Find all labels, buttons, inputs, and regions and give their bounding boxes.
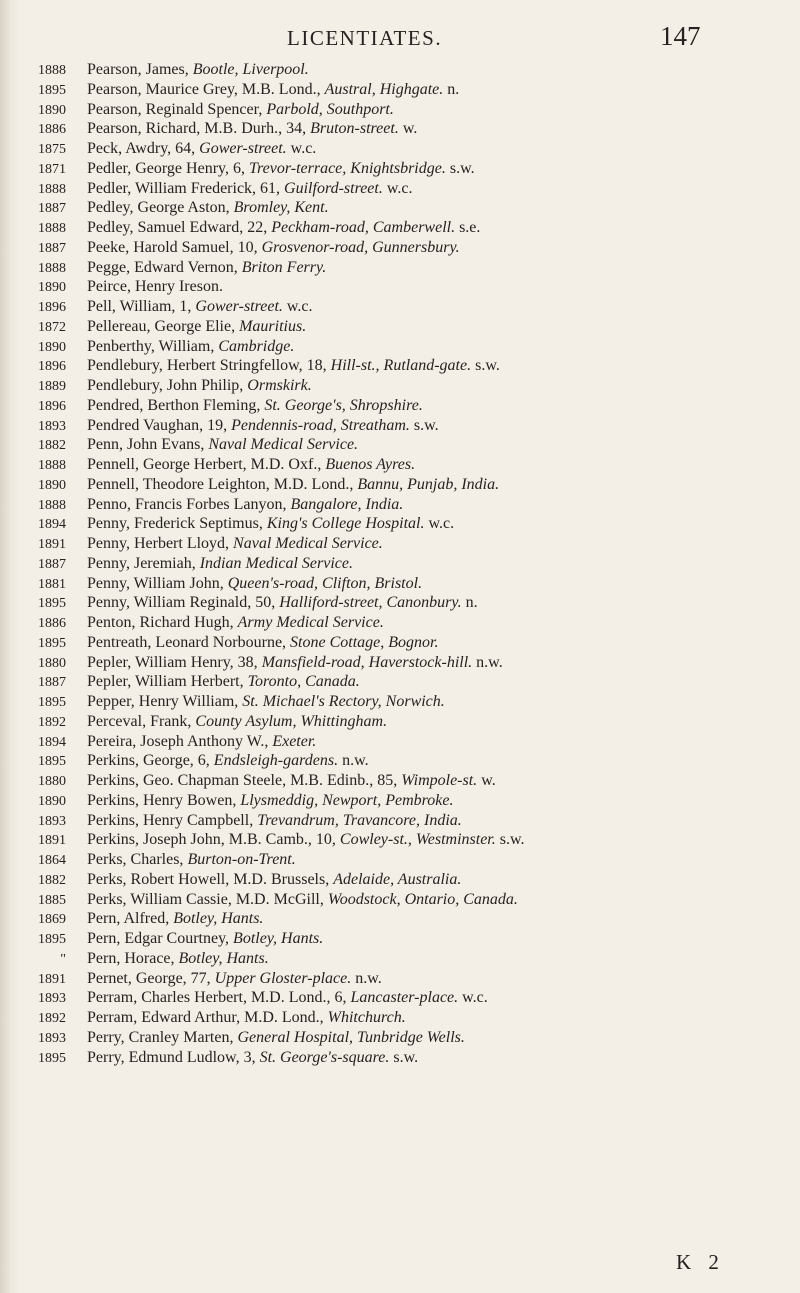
entry-address: St. George's, Shropshire. — [264, 396, 423, 414]
entry-text — [87, 910, 263, 928]
list-item — [0, 634, 800, 654]
entry-address: Hill-st., Rutland-gate. — [330, 357, 472, 375]
entry-year: 1894 — [38, 517, 66, 533]
entry-name: Pegge, Edward Vernon, — [87, 258, 242, 276]
entry-district: s.w. — [449, 159, 475, 177]
entry-year: 1888 — [38, 181, 66, 197]
entry-address: Bootle, Liverpool. — [192, 61, 309, 78]
list-item — [0, 575, 800, 595]
list-item — [0, 81, 800, 101]
list-item — [0, 140, 800, 160]
list-item — [0, 61, 800, 81]
entry-text — [87, 535, 383, 553]
entry-address: Queen's-road, Clifton, Bristol. — [227, 574, 423, 592]
list-item — [0, 812, 800, 832]
entry-year: 1893 — [38, 813, 66, 829]
entry-text — [87, 1029, 465, 1047]
list-item — [0, 654, 800, 674]
entry-address: Gower-street. — [199, 140, 287, 157]
entry-name: Pepper, Henry William, — [87, 693, 243, 710]
entry-text — [87, 101, 394, 119]
entry-text — [87, 397, 423, 415]
entry-address: Llysmeddig, Newport, Pembroke. — [240, 791, 454, 809]
entry-year: 1896 — [38, 300, 66, 315]
entry-name: Penny, Herbert Lloyd, — [87, 535, 234, 552]
entry-year: 1893 — [38, 418, 66, 434]
entry-name: Penny, Frederick Septimus, — [87, 515, 267, 533]
entry-name: Pepler, William Henry, 38, — [87, 653, 262, 671]
entry-name: Perry, Cranley Marten, — [87, 1028, 238, 1046]
entry-address: Parbold, Southport. — [266, 100, 394, 118]
entry-year: 1888 — [38, 458, 66, 473]
entry-text — [87, 357, 500, 375]
list-item — [0, 219, 800, 239]
entry-year: 1885 — [38, 892, 66, 908]
list-item — [0, 614, 800, 634]
list-item — [0, 891, 800, 911]
entry-district: s.w. — [475, 357, 500, 375]
entry-year: 1882 — [38, 438, 66, 454]
list-item — [0, 476, 800, 496]
running-title: LICENTIATES. — [287, 26, 443, 50]
entry-district: w.c. — [386, 179, 413, 197]
entry-name: Pedler, George Henry, 6, — [87, 159, 249, 177]
entry-name: Pendlebury, Herbert Stringfellow, 18, — [87, 357, 331, 375]
entry-text — [87, 654, 503, 672]
entry-address: Naval Medical Service. — [233, 535, 383, 552]
entry-text — [87, 318, 306, 336]
entry-address: Briton Ferry. — [241, 258, 327, 276]
entry-text — [87, 871, 461, 889]
entry-year: 1895 — [38, 932, 66, 947]
list-item — [0, 871, 800, 891]
entry-year: 1871 — [38, 161, 66, 177]
entry-name: Perkins, Joseph John, M.B. Camb., 10, — [87, 831, 340, 849]
entry-year: 1887 — [38, 675, 66, 691]
entry-name: Pern, Alfred, — [87, 910, 174, 928]
entry-name: Perram, Edward Arthur, M.D. Lond., — [87, 1009, 328, 1026]
entry-name: Penny, Jeremiah, — [87, 554, 200, 572]
list-item — [0, 101, 800, 121]
entry-year: 1888 — [38, 260, 66, 276]
entry-name: Pearson, Reginald Spencer, — [87, 100, 267, 118]
entry-text — [87, 496, 403, 514]
entry-text — [87, 436, 358, 454]
list-item — [0, 318, 800, 338]
entry-text — [87, 792, 453, 810]
entry-text — [87, 555, 353, 573]
entry-year: 1894 — [38, 734, 66, 750]
list-item — [0, 673, 800, 693]
entry-name: Perry, Edmund Ludlow, 3, — [87, 1048, 260, 1066]
entry-district: w.c. — [462, 989, 488, 1007]
entry-year: 1892 — [38, 714, 66, 730]
entry-name: Penny, William John, — [87, 574, 228, 592]
entry-name: Pell, William, 1, — [87, 298, 196, 315]
entry-name: Perkins, Henry Bowen, — [87, 791, 241, 809]
entry-name: Pendred, Berthon Fleming, — [87, 396, 265, 414]
entry-address: Buenos Ayres. — [325, 456, 416, 473]
list-item — [0, 950, 800, 970]
entry-name: Pedley, Samuel Edward, 22, — [87, 219, 272, 236]
list-item — [0, 555, 800, 575]
list-item — [0, 989, 800, 1009]
entry-year: 1895 — [38, 635, 66, 651]
entry-address: Whitchurch. — [327, 1009, 406, 1026]
list-item — [0, 851, 800, 871]
entry-address: Bangalore, India. — [290, 495, 404, 513]
entry-district: w.c. — [428, 515, 455, 533]
entry-text — [87, 219, 480, 237]
entry-year: 1891 — [38, 537, 66, 552]
entry-text — [87, 594, 478, 612]
entry-text — [87, 160, 475, 178]
entry-text — [87, 199, 329, 217]
entry-text — [87, 950, 269, 968]
list-item — [0, 456, 800, 476]
entry-name: Penton, Richard Hugh, — [87, 614, 238, 631]
entry-district: s.w. — [393, 1048, 419, 1066]
list-item — [0, 713, 800, 733]
entry-name: Pellereau, George Elie, — [87, 317, 240, 335]
entry-name: Perkins, Geo. Chapman Steele, M.B. Edinb., 85, — [87, 772, 402, 789]
entry-name: Penn, John Evans, — [87, 436, 209, 454]
entry-text — [87, 377, 312, 395]
entry-address: Endsleigh-gardens. — [213, 752, 339, 770]
entry-text — [87, 851, 296, 869]
list-item — [0, 496, 800, 516]
entry-text — [87, 614, 384, 632]
entry-year: 1882 — [38, 872, 66, 888]
list-item — [0, 792, 800, 812]
entry-text — [87, 1009, 406, 1027]
entry-address: Wimpole-st. — [401, 772, 478, 789]
entry-text — [87, 180, 412, 198]
entry-name: Pedler, William Frederick, 61, — [87, 179, 285, 197]
entry-district: n. — [465, 594, 478, 612]
entry-name: Pepler, William Herbert, — [87, 673, 248, 691]
list-item — [0, 930, 800, 950]
entry-year: 1888 — [38, 497, 66, 513]
signature-mark: K 2 — [676, 1250, 725, 1274]
list-item — [0, 752, 800, 772]
entry-text — [87, 476, 499, 494]
entry-address: Bruton-street. — [310, 120, 399, 138]
list-item — [0, 338, 800, 358]
list-item — [0, 239, 800, 259]
entry-year: 1889 — [38, 379, 66, 394]
list-item — [0, 397, 800, 417]
entry-name: Peirce, Henry Ireson. — [87, 278, 223, 296]
entry-year: 1895 — [38, 754, 66, 770]
entry-address: Botley, Hants. — [233, 930, 324, 947]
entry-name: Penno, Francis Forbes Lanyon, — [87, 495, 291, 513]
entry-year: 1892 — [38, 1011, 66, 1026]
entry-year: 1875 — [38, 142, 66, 157]
entry-address: St. George's-square. — [259, 1048, 390, 1066]
page-header — [0, 18, 800, 58]
entry-text — [87, 140, 316, 158]
entry-address: Cambridge. — [218, 337, 295, 355]
entry-name: Perceval, Frank, — [87, 712, 196, 730]
entry-year: 1869 — [38, 912, 66, 928]
list-item — [0, 772, 800, 792]
entry-text — [87, 831, 525, 849]
entry-year: 1886 — [38, 616, 66, 631]
entry-year: 1888 — [38, 63, 66, 78]
entry-name: Pendlebury, John Philip, — [87, 377, 248, 394]
entry-text — [87, 772, 496, 790]
entry-address: Trevor-terrace, Knightsbridge. — [248, 159, 446, 177]
entry-name: Pearson, Maurice Grey, M.B. Lond., — [87, 80, 325, 98]
entry-text — [87, 752, 369, 770]
entry-address: King's College Hospital. — [266, 515, 425, 533]
entry-address: Burton-on-Trent. — [187, 851, 296, 868]
entry-address: St. Michael's Rectory, Norwich. — [242, 693, 445, 710]
entry-district: n.w. — [476, 653, 503, 671]
entry-address: Gower-street. — [195, 298, 283, 315]
list-item — [0, 160, 800, 180]
entry-year: 1890 — [38, 339, 66, 355]
entry-text — [87, 634, 438, 652]
entry-year: 1890 — [38, 280, 66, 296]
entry-district: w.c. — [290, 140, 317, 157]
entry-text — [87, 338, 294, 356]
list-item — [0, 1009, 800, 1029]
list-item — [0, 594, 800, 614]
entry-text — [87, 891, 518, 909]
entry-text — [87, 1049, 418, 1067]
entry-name: Pendred Vaughan, 19, — [87, 416, 232, 434]
entry-text — [87, 733, 316, 751]
entry-name: Pentreath, Leonard Norbourne, — [87, 633, 291, 651]
entry-name: Pennell, George Herbert, M.D. Oxf., — [87, 456, 326, 473]
entry-address: Mansfield-road, Haverstock-hill. — [261, 653, 473, 671]
list-item — [0, 1049, 800, 1069]
entry-district: w.c. — [286, 298, 313, 315]
list-item — [0, 259, 800, 279]
entry-name: Pedley, George Aston, — [87, 199, 234, 217]
entry-name: Peeke, Harold Samuel, 10, — [87, 238, 262, 256]
entry-name: Pern, Edgar Courtney, — [87, 930, 234, 947]
entry-text — [87, 61, 309, 79]
entry-address: Ormskirk. — [247, 377, 312, 394]
entry-text — [87, 970, 382, 988]
entry-text — [87, 930, 323, 948]
entry-address: Stone Cottage, Bognor. — [290, 633, 439, 651]
list-item — [0, 436, 800, 456]
entry-year: 1891 — [38, 971, 66, 987]
entry-address: Exeter. — [272, 732, 317, 750]
entry-district: n. — [447, 80, 460, 98]
entry-address: Austral, Highgate. — [324, 80, 444, 98]
entry-district: n.w. — [342, 752, 369, 770]
entry-year: 1890 — [38, 793, 66, 809]
list-item — [0, 180, 800, 200]
entry-address: Bannu, Punjab, India. — [357, 475, 500, 493]
entry-text — [87, 693, 445, 711]
entry-name: Pereira, Joseph Anthony W., — [87, 732, 273, 750]
entry-year: 1893 — [38, 1030, 66, 1046]
list-item — [0, 417, 800, 437]
entry-text — [87, 417, 439, 435]
entry-address: General Hospital, Tunbridge Wells. — [237, 1028, 465, 1046]
entry-address: Guilford-street. — [284, 179, 383, 197]
entry-text — [87, 812, 462, 830]
entry-text — [87, 575, 422, 593]
entry-year: 1880 — [38, 774, 66, 789]
entry-name: Pearson, James, — [87, 61, 193, 78]
entry-year: 1881 — [38, 576, 66, 592]
entry-address: Adelaide, Australia. — [333, 870, 462, 888]
entry-address: Indian Medical Service. — [199, 554, 353, 572]
entry-year: 1896 — [38, 398, 66, 414]
entry-text — [87, 278, 223, 296]
entry-name: Perkins, Henry Campbell, — [87, 811, 258, 829]
entry-year: 1887 — [38, 240, 66, 256]
list-item — [0, 357, 800, 377]
entry-year: 1887 — [38, 201, 66, 217]
entry-year: 1872 — [38, 319, 66, 335]
entry-address: Upper Gloster-place. — [214, 969, 352, 987]
list-item — [0, 298, 800, 318]
entry-name: Perks, Robert Howell, M.D. Brussels, — [87, 870, 334, 888]
entry-address: Naval Medical Service. — [208, 436, 359, 454]
entry-address: Botley, Hants. — [173, 910, 264, 928]
entry-district: s.w. — [413, 416, 439, 434]
entry-district: s.e. — [459, 219, 481, 236]
entry-address: Lancaster-place. — [350, 989, 459, 1007]
list-item — [0, 199, 800, 219]
entry-address: Bromley, Kent. — [233, 199, 329, 217]
entry-year: 1895 — [38, 695, 66, 710]
entry-name: Penberthy, William, — [87, 337, 219, 355]
entry-year: 1887 — [38, 556, 66, 572]
list-item — [0, 120, 800, 140]
entry-address: Toronto, Canada. — [247, 673, 360, 691]
entry-name: Peck, Awdry, 64, — [87, 140, 200, 157]
page-number: 147 — [660, 21, 701, 51]
licentiates-list — [0, 61, 800, 1068]
entry-name: Perks, William Cassie, M.D. McGill, — [87, 890, 328, 908]
entry-address: Peckham-road, Camberwell. — [271, 219, 456, 236]
entry-year: " — [60, 951, 66, 967]
entry-address: Cowley-st., Westminster. — [339, 831, 496, 849]
entry-year: 1864 — [38, 853, 66, 868]
list-item — [0, 535, 800, 555]
entry-text — [87, 239, 460, 257]
entry-year: 1891 — [38, 833, 66, 849]
list-item — [0, 831, 800, 851]
entry-name: Perram, Charles Herbert, M.D. Lond., 6, — [87, 989, 351, 1007]
list-item — [0, 377, 800, 397]
entry-address: Mauritius. — [239, 317, 307, 335]
entry-text — [87, 259, 326, 277]
entry-text — [87, 456, 415, 474]
list-item — [0, 1029, 800, 1049]
entry-address: Grosvenor-road, Gunnersbury. — [261, 238, 460, 256]
entry-district: s.w. — [499, 831, 525, 849]
entry-name: Perks, Charles, — [87, 851, 188, 868]
entry-year: 1880 — [38, 655, 66, 671]
entry-year: 1895 — [38, 596, 66, 612]
entry-address: Botley, Hants. — [178, 949, 269, 967]
list-item — [0, 515, 800, 535]
entry-name: Pernet, George, 77, — [87, 969, 215, 987]
entry-text — [87, 673, 360, 691]
list-item — [0, 910, 800, 930]
entry-district: n.w. — [355, 969, 382, 987]
entry-text — [87, 989, 488, 1007]
list-item — [0, 733, 800, 753]
entry-address: Woodstock, Ontario, Canada. — [327, 890, 518, 908]
entry-year: 1893 — [38, 991, 66, 1007]
list-item — [0, 278, 800, 298]
entry-address: Halliford-street, Canonbury. — [279, 594, 462, 612]
entry-text — [87, 120, 417, 138]
entry-year: 1896 — [38, 359, 66, 375]
entry-name: Pern, Horace, — [87, 949, 179, 967]
entry-year: 1895 — [38, 1050, 66, 1066]
entry-name: Pennell, Theodore Leighton, M.D. Lond., — [87, 475, 358, 493]
entry-name: Pearson, Richard, M.B. Durh., 34, — [87, 120, 311, 138]
entry-address: County Asylum, Whittingham. — [195, 712, 388, 730]
entry-year: 1890 — [38, 477, 66, 493]
entry-name: Penny, William Reginald, 50, — [87, 594, 280, 612]
list-item — [0, 970, 800, 990]
entry-name: Perkins, George, 6, — [87, 752, 214, 770]
entry-text — [87, 298, 313, 316]
entry-year: 1895 — [38, 82, 66, 98]
entry-address: Trevandrum, Travancore, India. — [257, 811, 462, 829]
entry-text — [87, 713, 387, 731]
entry-year: 1888 — [38, 221, 66, 236]
entry-year: 1886 — [38, 122, 66, 138]
entry-text — [87, 81, 459, 99]
entry-address: Pendennis-road, Streatham. — [231, 416, 410, 434]
list-item — [0, 693, 800, 713]
entry-address: Army Medical Service. — [237, 614, 384, 631]
entry-year: 1890 — [38, 102, 66, 118]
entry-text — [87, 515, 454, 533]
entry-district: w. — [402, 120, 418, 138]
entry-district: w. — [481, 772, 496, 789]
